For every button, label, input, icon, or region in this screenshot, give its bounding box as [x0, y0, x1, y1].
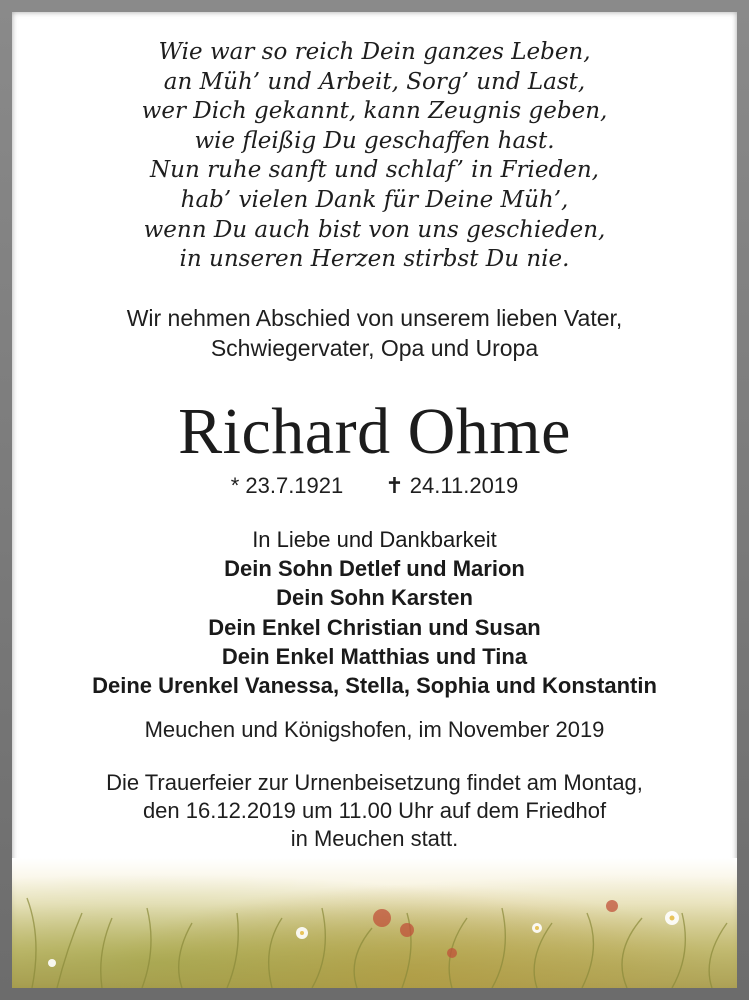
poem-line: Nun ruhe sanft und schlaf’ in Frieden, — [150, 157, 599, 184]
poem-line: Wie war so reich Dein ganzes Leben, — [158, 39, 591, 65]
grass-flowers-illustration — [12, 858, 737, 988]
service-line: den 16.12.2019 um 11.00 Uhr auf dem Friedhof — [142, 798, 607, 823]
service-line: Die Trauerfeier zur Urnenbeisetzung findet am Montag, — [106, 770, 643, 795]
mourner-line: Dein Sohn Detlef und Marion — [224, 556, 525, 582]
life-dates — [12, 472, 737, 500]
poem-line: wenn Du auch bist von uns geschieden, — [143, 216, 606, 243]
mourner-line: Dein Enkel Christian und Susan — [208, 614, 541, 640]
poem — [12, 38, 737, 275]
poem-line: wie fleißig Du geschaffen hast. — [194, 127, 555, 154]
service-line: in Meuchen statt. — [290, 826, 459, 851]
mourner-line: Dein Enkel Matthias und Tina — [221, 643, 528, 669]
intro-line: Schwiegervater, Opa und Uropa — [210, 335, 539, 361]
intro-line: Wir nehmen Abschied von unserem lieben Vater, — [126, 305, 623, 331]
mourners-block — [12, 525, 737, 700]
birth-date: * 23.7.1921 — [230, 473, 344, 498]
deceased-name: Richard Ohme — [178, 395, 571, 468]
death-date: ✝ 24.11.2019 — [385, 473, 519, 498]
signoff-lead: In Liebe und Dankbarkeit — [252, 527, 497, 552]
place-and-date: Meuchen und Königshofen, im November 2019 — [144, 717, 605, 742]
mourner-line: Dein Sohn Karsten — [276, 585, 473, 611]
funeral-service-info — [12, 769, 737, 853]
poem-line: wer Dich gekannt, kann Zeugnis geben, — [141, 98, 608, 125]
poem-line: hab’ vielen Dank für Deine Müh’, — [180, 186, 569, 213]
farewell-intro — [12, 303, 737, 363]
mourner-line: Deine Urenkel Vanessa, Stella, Sophia und Konstantin — [92, 673, 657, 699]
meadow-image — [12, 858, 737, 988]
poem-line: an Müh’ und Arbeit, Sorg’ und Last, — [163, 68, 586, 95]
poem-line: in unseren Herzen stirbst Du nie. — [179, 246, 570, 273]
obituary-card — [12, 12, 737, 988]
